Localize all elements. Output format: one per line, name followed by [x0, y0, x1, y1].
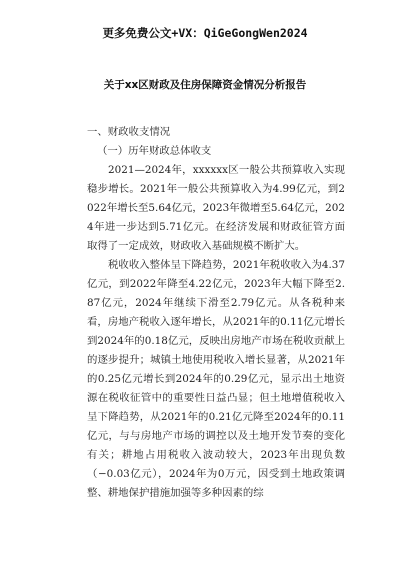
document-body	[87, 123, 345, 503]
subsection-heading: （一）历年财政总体收支	[97, 145, 212, 157]
section-heading: 一、财政收支情况	[87, 126, 171, 138]
watermark-header: 更多免费公文+VX：QiGeGongWen2024	[102, 26, 308, 40]
document-title: 关于xx区财政及住房保障资金情况分析报告	[103, 79, 307, 91]
paragraph-revenue-overview: 2021—2024年，xxxxxx区一般公共预算收入实现稳步增长。2021年一般公共预算收入为4.99亿元，到2022年增长至5.64亿元，2023年微增至5.64亿元，2024年进一步达到5.71亿元。在经济发展和财政征管方面取得了一定成效，财政收入基础规模不断扩大。	[87, 164, 345, 252]
paragraph-tax-revenue: 税收收入整体呈下降趋势，2021年税收收入为4.37亿元，到2022年降至4.22亿元，2023年大幅下降至2.87亿元，2024年继续下滑至2.79亿元。从各税种来看，房地产税收入逐年增长，从2021年的0.11亿元增长到2024年的0.18亿元，反映出房地产市场在税收贡献上的逐步提升；城镇土地使用税收入增长显著，从2021年的0.25亿元增长到2024年的0.29亿元，显示出土地资源在税收征管中的重要性日益凸显；但土地增值税收入呈下降趋势，从2021年的0.21亿元降至2024年的0.11亿元，与与房地产市场的调控以及土地开发节奏的变化有关；耕地占用税收入波动较大，2023年出现负数（−0.03亿元），2024年为0万元，因受到土地政策调整、耕地保护措施加强等多种因素的综	[87, 259, 345, 499]
